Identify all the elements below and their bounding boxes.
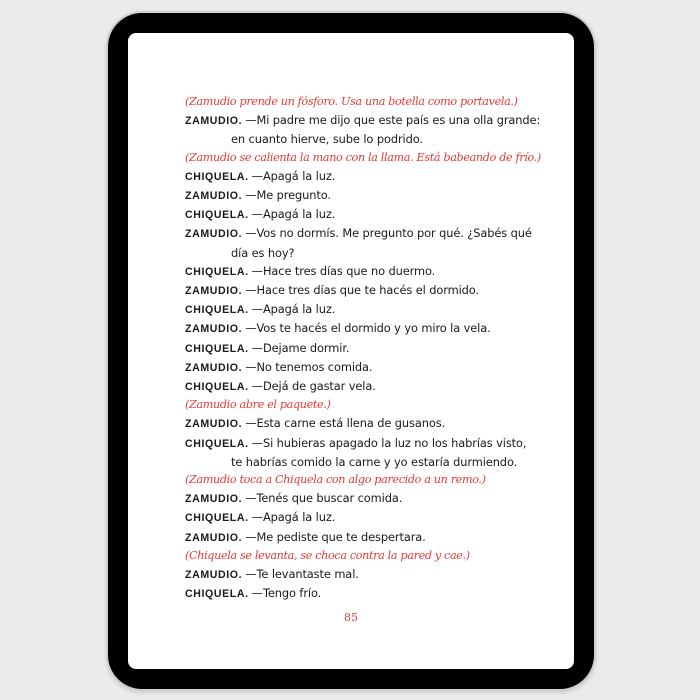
ebook-page (128, 33, 574, 669)
dialogue-line (185, 584, 530, 603)
dialogue-line (185, 528, 530, 547)
dialogue-text: —Tenés que buscar comida. (245, 491, 403, 506)
dialogue-text: —Mi padre me dijo que este país es una olla grande: (245, 113, 541, 128)
dialogue-continuation: en cuanto hierve, sube lo podrido. (231, 132, 423, 147)
dialogue-continuation: día es hoy? (231, 245, 295, 260)
stage-direction: (Zamudio toca a Chiquela con algo parecido a un remo.) (185, 473, 486, 487)
page-number: 85 (344, 611, 358, 624)
speaker-name: CHIQUELA. (185, 209, 249, 222)
dialogue-text: —Dejá de gastar vela. (251, 379, 376, 394)
play-text (185, 93, 541, 603)
dialogue-line (185, 300, 530, 319)
dialogue-line (185, 414, 530, 433)
dialogue-line (185, 434, 530, 453)
dialogue-line (185, 224, 530, 243)
dialogue-text: —Apagá la luz. (251, 302, 336, 317)
speaker-name: ZAMUDIO. (185, 418, 243, 431)
speaker-name: CHIQUELA. (185, 512, 249, 525)
dialogue-line (185, 508, 530, 527)
speaker-name: ZAMUDIO. (185, 228, 243, 241)
dialogue-line (185, 262, 530, 281)
dialogue-text: —Te levantaste mal. (245, 567, 359, 582)
dialogue-text: —Me pregunto. (245, 188, 331, 203)
dialogue-line (185, 565, 530, 584)
stage-direction: (Zamudio se calienta la mano con la llama. Está babeando de frío.) (185, 150, 541, 164)
dialogue-line (185, 358, 530, 377)
dialogue-text: —Dejame dormir. (251, 340, 350, 355)
dialogue-line (185, 319, 530, 338)
dialogue-text: —Apagá la luz. (251, 510, 336, 525)
speaker-name: ZAMUDIO. (185, 323, 243, 336)
speaker-name: CHIQUELA. (185, 381, 249, 394)
stage-direction: (Zamudio prende un fósforo. Usa una botella como portavela.) (185, 95, 518, 108)
stage-direction: (Zamudio abre el paquete.) (185, 398, 331, 412)
speaker-name: ZAMUDIO. (185, 361, 243, 374)
dialogue-text: —Hace tres días que no duermo. (251, 263, 436, 278)
dialogue-text: —Apagá la luz. (251, 168, 336, 183)
dialogue-text: —Tengo frío. (251, 586, 322, 601)
dialogue-line (185, 377, 530, 396)
dialogue-text: —Apagá la luz. (251, 207, 336, 222)
speaker-name: ZAMUDIO. (185, 115, 243, 128)
tablet-device (108, 13, 594, 689)
speaker-name: CHIQUELA. (185, 170, 249, 183)
speaker-name: CHIQUELA. (185, 304, 249, 317)
speaker-name: CHIQUELA. (185, 588, 249, 601)
speaker-name: CHIQUELA. (185, 437, 249, 450)
dialogue-text: —Vos te hacés el dormido y yo miro la vela. (245, 321, 491, 336)
speaker-name: ZAMUDIO. (185, 569, 243, 582)
stage-direction: (Chiquela se levanta, se choca contra la pared y cae.) (185, 548, 470, 562)
speaker-name: ZAMUDIO. (185, 531, 243, 544)
speaker-name: ZAMUDIO. (185, 285, 243, 298)
dialogue-text: —No tenemos comida. (245, 359, 373, 374)
dialogue-line (185, 281, 530, 300)
dialogue-text: —Hace tres días que te hacés el dormido. (245, 283, 479, 298)
dialogue-line (185, 489, 530, 508)
dialogue-line (185, 167, 530, 186)
dialogue-line (185, 205, 530, 224)
speaker-name: CHIQUELA. (185, 265, 249, 278)
dialogue-text: —Vos no dormís. Me pregunto por qué. ¿Sabés qué (245, 226, 532, 241)
dialogue-text: —Esta carne está llena de gusanos. (245, 416, 446, 431)
dialogue-line (185, 186, 530, 205)
speaker-name: CHIQUELA. (185, 342, 249, 355)
dialogue-continuation: te habrías comido la carne y yo estaría durmiendo. (231, 454, 518, 469)
dialogue-line (185, 111, 541, 130)
dialogue-line (185, 339, 530, 358)
speaker-name: ZAMUDIO. (185, 190, 243, 203)
dialogue-text: —Si hubieras apagado la luz no los habrías visto, (251, 435, 527, 450)
dialogue-text: —Me pediste que te despertara. (245, 529, 426, 544)
speaker-name: ZAMUDIO. (185, 493, 243, 506)
